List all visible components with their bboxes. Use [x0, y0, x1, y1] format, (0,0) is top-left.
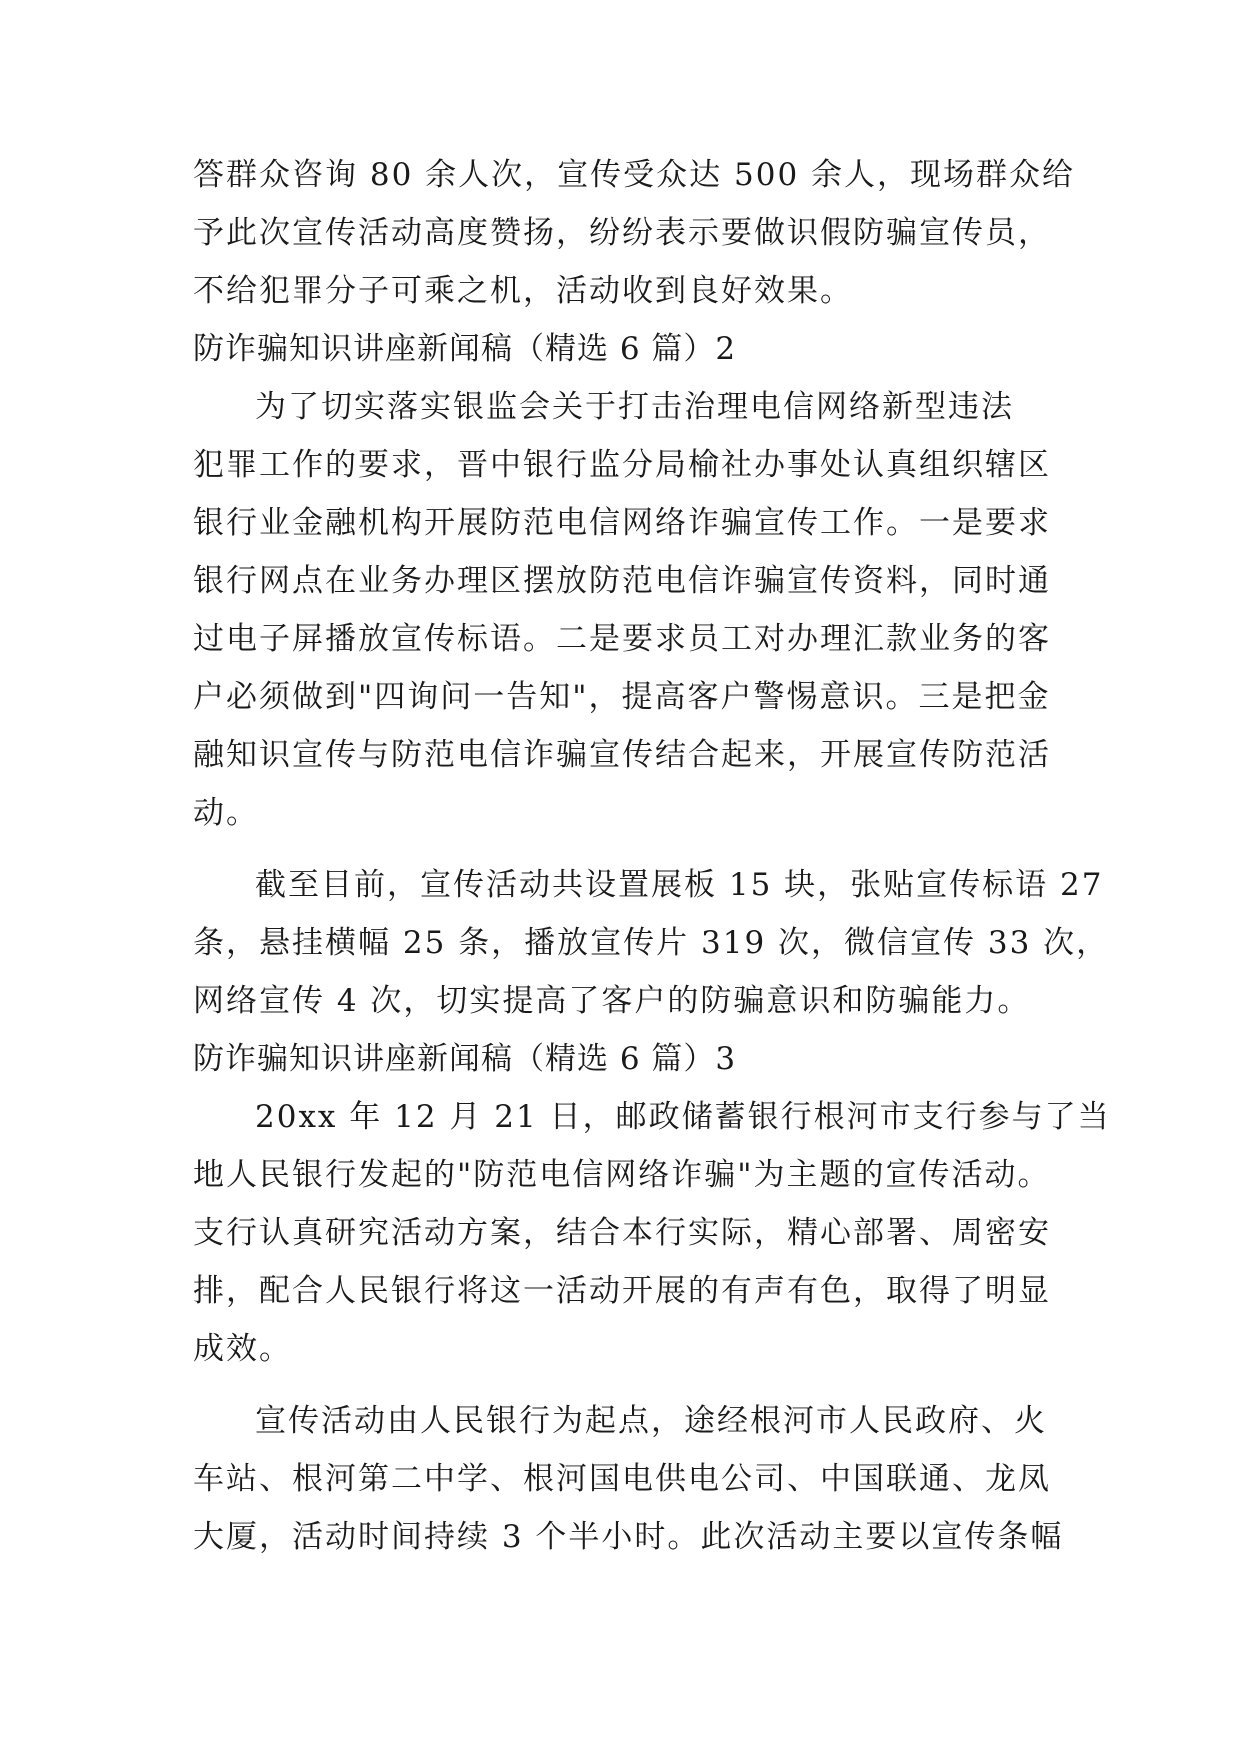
paragraph-line: 车站、根河第二中学、根河国电供电公司、中国联通、龙凤 — [193, 1461, 1051, 1497]
paragraph-line: 动。 — [193, 795, 259, 831]
paragraph-line: 融知识宣传与防范电信诈骗宣传结合起来，开展宣传防范活 — [193, 737, 1051, 773]
paragraph-line: 大厦，活动时间持续 3 个半小时。此次活动主要以宣传条幅 — [193, 1519, 1064, 1555]
paragraph-gap — [193, 1378, 1053, 1392]
paragraph-gap — [193, 842, 1053, 856]
section-heading-3: 防诈骗知识讲座新闻稿（精选 6 篇）3 — [193, 1041, 737, 1077]
paragraph-line: 支行认真研究活动方案，结合本行实际，精心部署、周密安 — [193, 1215, 1051, 1251]
document-body — [193, 146, 1111, 1566]
section2-paragraph2 — [193, 856, 1110, 1030]
opening-paragraph — [193, 146, 1076, 320]
paragraph-line: 予此次宣传活动高度赞扬，纷纷表示要做识假防骗宣传员， — [193, 215, 1051, 251]
section3-paragraph1 — [193, 1088, 1111, 1378]
paragraph-line: 答群众咨询 80 余人次，宣传受众达 500 余人，现场群众给 — [193, 157, 1076, 193]
paragraph-line: 银行网点在业务办理区摆放防范电信诈骗宣传资料，同时通 — [193, 563, 1051, 599]
paragraph-line: 不给犯罪分子可乘之机，活动收到良好效果。 — [193, 273, 853, 309]
paragraph-line: 宣传活动由人民银行为起点，途经根河市人民政府、火 — [255, 1403, 1047, 1439]
section-heading-2: 防诈骗知识讲座新闻稿（精选 6 篇）2 — [193, 331, 737, 367]
paragraph-line: 犯罪工作的要求，晋中银行监分局榆社办事处认真组织辖区 — [193, 447, 1051, 483]
paragraph-line: 成效。 — [193, 1331, 292, 1367]
paragraph-line: 银行业金融机构开展防范电信网络诈骗宣传工作。一是要求 — [193, 505, 1051, 541]
paragraph-line: 条，悬挂横幅 25 条，播放宣传片 319 次，微信宣传 33 次， — [193, 925, 1110, 961]
paragraph-line: 网络宣传 4 次，切实提高了客户的防骗意识和防骗能力。 — [193, 983, 1031, 1019]
paragraph-line: 截至目前，宣传活动共设置展板 15 块，张贴宣传标语 27 — [255, 867, 1104, 903]
paragraph-line: 过电子屏播放宣传标语。二是要求员工对办理汇款业务的客 — [193, 621, 1051, 657]
paragraph-line: 排，配合人民银行将这一活动开展的有声有色，取得了明显 — [193, 1273, 1051, 1309]
section2-paragraph1 — [193, 378, 1053, 842]
section3-paragraph2 — [193, 1392, 1064, 1566]
paragraph-line: 户必须做到"四询问一告知"，提高客户警惕意识。三是把金 — [193, 679, 1051, 715]
paragraph-line: 为了切实落实银监会关于打击治理电信网络新型违法 — [255, 389, 1014, 425]
paragraph-line: 20xx 年 12 月 21 日，邮政储蓄银行根河市支行参与了当 — [255, 1099, 1111, 1135]
paragraph-line: 地人民银行发起的"防范电信网络诈骗"为主题的宣传活动。 — [193, 1157, 1051, 1193]
